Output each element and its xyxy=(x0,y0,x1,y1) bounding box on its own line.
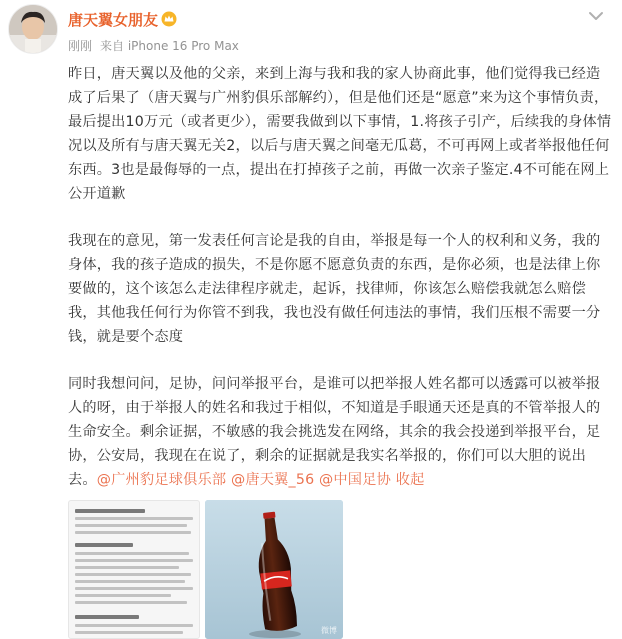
doc-line xyxy=(75,594,171,597)
cola-bottle-image xyxy=(205,500,343,639)
doc-line xyxy=(75,552,189,555)
cola-bottle-photo[interactable] xyxy=(205,500,343,639)
doc-line xyxy=(75,624,193,627)
username[interactable]: 唐天翼女朋友 xyxy=(68,9,177,30)
doc-line xyxy=(75,517,193,520)
avatar[interactable] xyxy=(8,4,58,54)
doc-line xyxy=(75,587,193,590)
chevron-down-icon[interactable] xyxy=(584,4,608,28)
collapse-link[interactable]: 收起 xyxy=(395,472,425,488)
post-body xyxy=(68,62,614,515)
image-watermark: 微博 xyxy=(321,626,337,635)
post-header xyxy=(0,0,622,58)
doc-line xyxy=(75,601,187,604)
mention-tang-tianyi[interactable]: @唐天翼_56 xyxy=(231,472,315,488)
doc-line xyxy=(75,580,185,583)
post-meta xyxy=(68,37,239,54)
doc-line xyxy=(75,559,193,562)
crown-icon xyxy=(161,11,177,27)
doc-line xyxy=(75,566,179,569)
post-paragraph-1: 昨日，唐天翼以及他的父亲，来到上海与我和我的家人协商此事，他们觉得我已经造成了后果了（唐天翼与广州豹俱乐部解约），但是他们还是“愿意”来为这个事情负责，最后提出10万元（或者更少），需要我做到以下事情，1.将孩子引产，后续我的身体情况以及所有与唐天翼无关2，以后与唐天翼之间毫无瓜葛，不可再网上或者举报他任何东西。3也是最侮辱的一点，提出在打掉孩子之前，再做一次亲子鉴定.4不可能在网上公开道歉 xyxy=(68,66,612,202)
document-screenshot[interactable] xyxy=(68,500,200,639)
doc-line xyxy=(75,531,191,534)
post-source: 来自 iPhone 16 Pro Max xyxy=(100,39,239,53)
doc-line xyxy=(75,524,187,527)
post-paragraph-3-text: 同时我想问问，足协，问问举报平台，是谁可以把举报人姓名都可以透露可以被举报人的呀，由于举报人的姓名和我过于相似，不知道是手眼通天还是真的不管举报人的生命安全。剩余证据，不敏感的我会挑选发在网络，其余的我会投递到举报平台，足协，公安局，我现在在说了，剩余的证据就是我实名举报的，你们可以大胆的说出去。 xyxy=(68,376,601,488)
post-paragraph-3 xyxy=(68,372,614,492)
doc-line xyxy=(75,543,133,547)
post-paragraph-2: 我现在的意见，第一发表任何言论是我的自由，举报是每一个人的权利和义务，我的身体，我的孩子造成的损失，不是你愿不愿意负责的东西，是你必须，也是法律上你要做的，这个该怎么走法律程序就走，起诉，找律师，你该怎么赔偿我就怎么赔偿我，其他我任何行为你管不到我，我也没有做任何违法的事情，我们压根不需要一分钱，就是要个态度 xyxy=(68,233,601,345)
avatar-image xyxy=(9,5,57,53)
doc-line xyxy=(75,631,183,634)
doc-line xyxy=(75,573,191,576)
doc-line xyxy=(75,615,139,619)
post-time: 刚刚 xyxy=(68,39,93,53)
mention-guangzhou-club[interactable]: @广州豹足球俱乐部 xyxy=(96,472,227,488)
doc-line xyxy=(75,509,145,513)
mention-china-fa[interactable]: @中国足协 xyxy=(319,472,391,488)
